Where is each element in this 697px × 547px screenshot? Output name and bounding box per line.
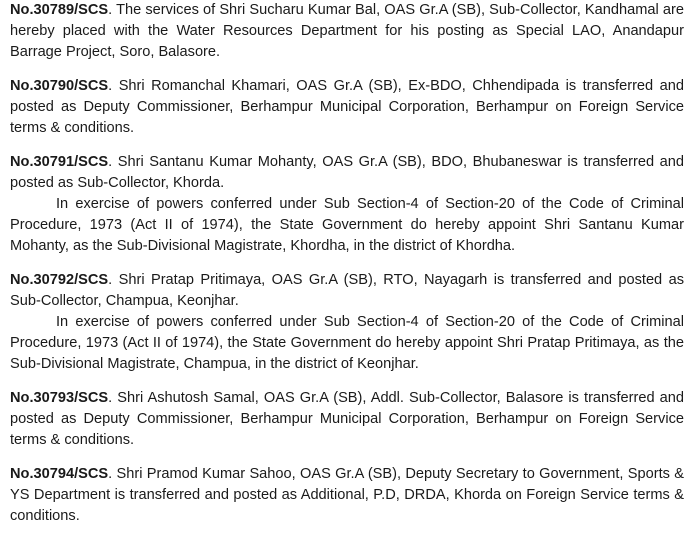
order-paragraph <box>10 388 684 451</box>
order-number: No.30790/SCS <box>10 78 109 94</box>
notification-document <box>10 0 684 540</box>
order-text: . Shri Ashutosh Samal, OAS Gr.A (SB), Addl. Sub-Collector, Balasore is transferred and posted as Deputy Commissioner, Berhampur Municipal Corporation, Berhampur on Foreign Service terms & conditions. <box>10 390 684 448</box>
order-paragraph <box>10 0 684 63</box>
order-paragraph <box>10 76 684 139</box>
order-entry-30790 <box>10 76 684 139</box>
order-entry-30791 <box>10 152 684 257</box>
order-number: No.30793/SCS <box>10 390 109 406</box>
order-entry-30794 <box>10 464 684 527</box>
order-paragraph <box>10 152 684 194</box>
order-number: No.30791/SCS <box>10 154 109 170</box>
order-entry-30792 <box>10 270 684 375</box>
order-paragraph <box>10 270 684 312</box>
magistrate-appointment-paragraph: In exercise of powers conferred under Sub Section-4 of Section-20 of the Code of Criminal Procedure, 1973 (Act II of 1974), the State Government do hereby appoint Shri Santanu Kumar Mohanty, as the Sub-Divisional Magistrate, Khordha, in the district of Khordha. <box>10 196 684 254</box>
order-text: . Shri Pramod Kumar Sahoo, OAS Gr.A (SB), Deputy Secretary to Government, Sports & YS Department is transferred and posted as Additional, P.D, DRDA, Khorda on Foreign Service terms & conditions. <box>10 466 684 524</box>
order-number: No.30789/SCS <box>10 2 109 18</box>
order-text: . Shri Romanchal Khamari, OAS Gr.A (SB), Ex-BDO, Chhendipada is transferred and posted as Deputy Commissioner, Berhampur Municipal Corporation, Berhampur on Foreign Service terms & conditions. <box>10 78 684 136</box>
order-text: . Shri Pratap Pritimaya, OAS Gr.A (SB), RTO, Nayagarh is transferred and posted as Sub-Collector, Champua, Keonjhar. <box>10 272 684 309</box>
order-text: . The services of Shri Sucharu Kumar Bal, OAS Gr.A (SB), Sub-Collector, Kandhamal are hereby placed with the Water Resources Department for his posting as Special LAO, Anandapur Barrage Project, Soro, Balasore. <box>10 2 684 60</box>
order-entry-30793 <box>10 388 684 451</box>
order-entry-30789 <box>10 0 684 63</box>
order-number: No.30794/SCS <box>10 466 109 482</box>
order-number: No.30792/SCS <box>10 272 109 288</box>
order-text: . Shri Santanu Kumar Mohanty, OAS Gr.A (SB), BDO, Bhubaneswar is transferred and posted as Sub-Collector, Khorda. <box>10 154 684 191</box>
magistrate-appointment-paragraph: In exercise of powers conferred under Sub Section-4 of Section-20 of the Code of Criminal Procedure, 1973 (Act II of 1974), the State Government do hereby appoint Shri Pratap Pritimaya, as the Sub-Divisional Magistrate, Champua, in the district of Keonjhar. <box>10 314 684 372</box>
order-paragraph <box>10 464 684 527</box>
